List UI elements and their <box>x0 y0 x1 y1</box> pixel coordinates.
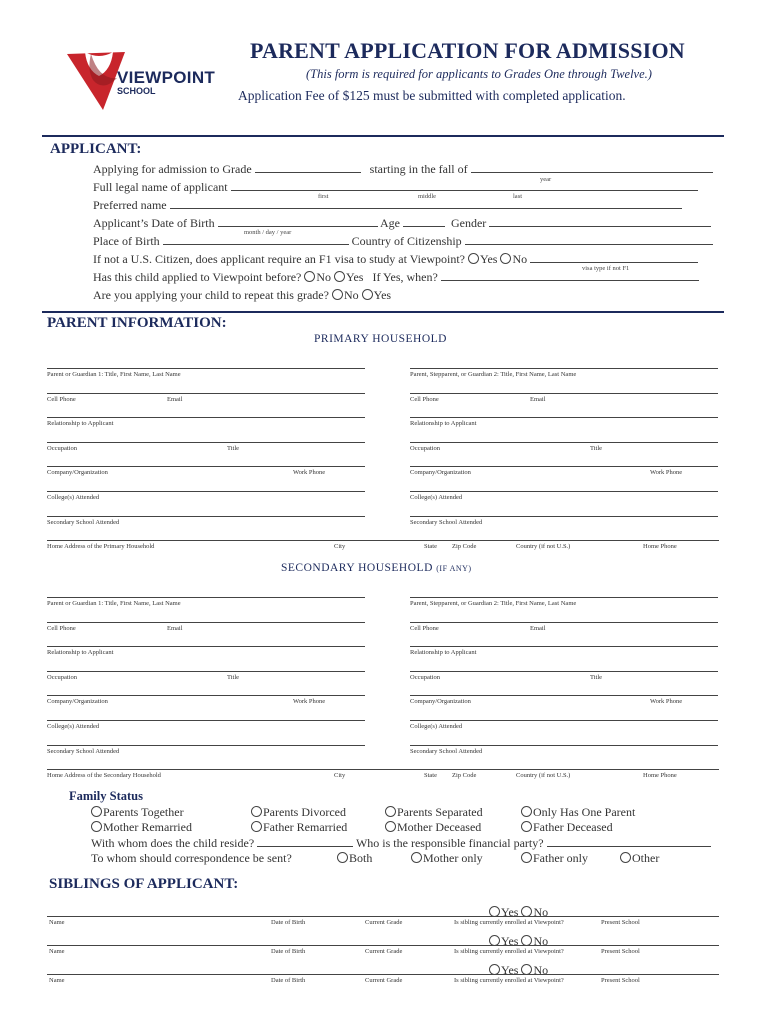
sibling-enrolled-label: Is sibling currently enrolled at Viewpoint? <box>454 948 564 955</box>
corr-radio[interactable] <box>337 852 348 863</box>
sibling-enrolled-label: Is sibling currently enrolled at Viewpoint? <box>454 977 564 984</box>
form-line[interactable] <box>410 466 718 467</box>
family-option <box>521 805 635 820</box>
sibling-name-label: Name <box>49 977 65 984</box>
relationship-label: Relationship to Applicant <box>47 420 114 428</box>
secondary-school-label: Secondary School Attended <box>410 518 483 526</box>
preferred-label: Preferred name <box>93 198 167 212</box>
family-radio[interactable] <box>385 806 396 817</box>
company-label: Company/Organization <box>47 469 108 477</box>
family-option-label: Only Has One Parent <box>533 805 636 819</box>
divider <box>42 311 724 313</box>
correspondence-label: To whom should correspondence be sent? <box>91 851 292 865</box>
gender-field[interactable] <box>489 216 711 227</box>
title-label: Title <box>227 444 240 452</box>
family-radio[interactable] <box>251 806 262 817</box>
form-line[interactable] <box>47 597 365 598</box>
family-radio[interactable] <box>385 821 396 832</box>
secondary-school-label: Secondary School Attended <box>410 747 483 755</box>
college-label: College(s) Attended <box>410 723 463 730</box>
college-label: College(s) Attended <box>410 494 463 501</box>
corr-option <box>337 851 372 866</box>
form-line[interactable] <box>47 646 365 647</box>
siblings-heading: SIBLINGS OF APPLICANT: <box>49 876 239 892</box>
sibling-name-label: Name <box>49 919 65 926</box>
age-field[interactable] <box>403 216 445 227</box>
repeat-yes-radio[interactable] <box>362 289 373 300</box>
corr-option-label: Mother only <box>423 851 483 865</box>
page-title: PARENT APPLICATION FOR ADMISSION <box>250 38 685 63</box>
sibling-no-label: No <box>533 934 549 948</box>
applicant-heading: APPLICANT: <box>50 141 142 157</box>
repeat-question: Are you applying your child to repeat this grade? <box>93 288 329 302</box>
work-phone-label: Work Phone <box>293 698 326 706</box>
college-label: College(s) Attended <box>47 723 100 730</box>
family-heading: Family Status <box>69 789 143 803</box>
country-label: Country (if not U.S.) <box>516 772 571 780</box>
gender-label: Gender <box>450 216 487 230</box>
sibling-school-label: Present School <box>601 977 640 984</box>
country-label: Country (if not U.S.) <box>516 543 571 551</box>
family-option-label: Parents Together <box>103 805 184 819</box>
legal-name-row <box>93 180 698 195</box>
preferred-row <box>93 198 682 213</box>
form-line[interactable] <box>47 368 365 369</box>
sibling-yes-label: Yes <box>501 934 519 948</box>
grade-field[interactable] <box>255 162 361 173</box>
college-label: College(s) Attended <box>47 494 100 501</box>
form-line[interactable] <box>410 516 718 517</box>
sibling-yes-label: Yes <box>501 963 519 977</box>
financial-label: Who is the responsible financial party? <box>355 836 544 850</box>
fee-notice: Application Fee of $125 must be submitted with completed application. <box>238 88 626 103</box>
zip-label: Zip Code <box>452 772 477 780</box>
divider <box>42 135 724 137</box>
sibling-no-label: No <box>533 963 549 977</box>
dob-row <box>93 216 711 231</box>
sibling-dob-label: Date of Birth <box>271 977 306 984</box>
form-line[interactable] <box>410 597 718 598</box>
sibling-school-label: Present School <box>601 919 640 926</box>
visa-type-field[interactable] <box>530 252 698 263</box>
family-option-label: Mother Remarried <box>103 820 192 834</box>
email-label: Email <box>167 395 183 403</box>
form-line[interactable] <box>47 516 365 517</box>
cell-label: Cell Phone <box>47 395 76 403</box>
sibling-enrolled-radios <box>489 905 548 920</box>
applied-before-row <box>93 270 699 285</box>
form-line[interactable] <box>410 393 718 394</box>
zip-label: Zip Code <box>452 543 477 551</box>
home-address-label: Home Address of the Primary Household <box>47 543 155 551</box>
sibling-grade-label: Current Grade <box>365 919 403 926</box>
home-phone-label: Home Phone <box>643 543 677 551</box>
company-label: Company/Organization <box>410 698 471 706</box>
form-line[interactable] <box>47 417 365 418</box>
repeat-no-radio[interactable] <box>332 289 343 300</box>
occupation-label: Occupation <box>47 673 77 681</box>
visa-yes-radio[interactable] <box>468 253 479 264</box>
cell-label: Cell Phone <box>410 395 439 403</box>
work-phone-label: Work Phone <box>293 469 326 477</box>
form-line[interactable] <box>47 695 365 696</box>
form-line[interactable] <box>47 945 719 946</box>
company-label: Company/Organization <box>410 469 471 477</box>
last-hint: last <box>513 193 523 200</box>
form-line[interactable] <box>47 769 719 770</box>
form-line[interactable] <box>47 442 365 443</box>
citizenship-label: Country of Citizenship <box>351 234 462 248</box>
corr-radio[interactable] <box>521 852 532 863</box>
relationship-label: Relationship to Applicant <box>410 649 477 657</box>
city-label: City <box>334 772 346 780</box>
legal-name-field[interactable] <box>231 180 698 191</box>
sibling-school-label: Present School <box>601 948 640 955</box>
form-line[interactable] <box>410 622 718 623</box>
company-label: Company/Organization <box>47 698 108 706</box>
form-line[interactable] <box>47 622 365 623</box>
repeat-row <box>93 288 391 303</box>
if-any-label: (IF ANY) <box>436 564 472 573</box>
form-line[interactable] <box>410 671 718 672</box>
work-phone-label: Work Phone <box>650 469 683 477</box>
reside-field[interactable] <box>257 836 353 847</box>
grade-row <box>93 162 713 177</box>
sibling-enrolled-radios <box>489 963 548 978</box>
form-line[interactable] <box>47 466 365 467</box>
pob-row <box>93 234 713 249</box>
pob-label: Place of Birth <box>93 234 160 248</box>
email-label: Email <box>167 624 183 632</box>
legal-name-label: Full legal name of applicant <box>93 180 228 194</box>
sibling-name-label: Name <box>49 948 65 955</box>
corr-option <box>411 851 483 866</box>
form-line[interactable] <box>47 745 365 746</box>
when-label: If Yes, when? <box>372 270 438 284</box>
parent-2-label: Parent, Stepparent, or Guardian 2: Title, First Name, Last Name <box>410 371 577 378</box>
fall-label: starting in the fall of <box>369 162 468 176</box>
dob-field[interactable] <box>218 216 378 227</box>
corr-option-label: Other <box>632 851 660 865</box>
dob-label: Applicant’s Date of Birth <box>93 216 215 230</box>
logo-name: VIEWPOINT <box>117 68 216 87</box>
email-label: Email <box>530 395 546 403</box>
relationship-label: Relationship to Applicant <box>47 649 114 657</box>
first-hint: first <box>318 193 329 200</box>
logo-sub: SCHOOL <box>117 86 156 96</box>
pob-field[interactable] <box>163 234 349 245</box>
form-line[interactable] <box>47 916 719 917</box>
secondary-school-label: Secondary School Attended <box>47 518 120 526</box>
corr-option <box>521 851 588 866</box>
financial-field[interactable] <box>547 836 711 847</box>
sibling-grade-label: Current Grade <box>365 977 403 984</box>
sibling-enrolled-label: Is sibling currently enrolled at Viewpoint? <box>454 919 564 926</box>
form-line[interactable] <box>47 671 365 672</box>
form-line[interactable] <box>410 745 718 746</box>
family-radio[interactable] <box>91 806 102 817</box>
cell-label: Cell Phone <box>47 624 76 632</box>
family-option-label: Father Remarried <box>263 820 348 834</box>
parent-1-label: Parent or Guardian 1: Title, First Name, Last Name <box>47 600 181 607</box>
sibling-yes-label: Yes <box>501 905 519 919</box>
city-label: City <box>334 543 346 551</box>
form-line[interactable] <box>410 442 718 443</box>
parent-heading: PARENT INFORMATION: <box>47 315 227 331</box>
applied-question: Has this child applied to Viewpoint before? <box>93 270 302 284</box>
family-option <box>251 805 346 820</box>
family-option-label: Parents Divorced <box>263 805 346 819</box>
visa-no-radio[interactable] <box>500 253 511 264</box>
corr-option <box>620 851 659 866</box>
applied-no-radio[interactable] <box>304 271 315 282</box>
family-option <box>521 820 613 835</box>
family-option <box>385 805 483 820</box>
reside-label: With whom does the child reside? <box>91 836 255 850</box>
family-radio[interactable] <box>251 821 262 832</box>
family-option <box>91 820 192 835</box>
relationship-label: Relationship to Applicant <box>410 420 477 428</box>
sibling-enrolled-radios <box>489 934 548 949</box>
family-option <box>251 820 347 835</box>
applied-no-label: No <box>316 270 332 284</box>
state-label: State <box>424 772 437 780</box>
form-line[interactable] <box>410 368 718 369</box>
form-line[interactable] <box>410 491 718 492</box>
family-option <box>91 805 184 820</box>
home-address-label: Home Address of the Secondary Household <box>47 772 161 780</box>
title-label: Title <box>227 673 240 681</box>
visa-type-hint: visa type if not F1 <box>582 265 630 272</box>
form-line[interactable] <box>47 974 719 975</box>
corr-option-label: Both <box>349 851 373 865</box>
visa-question: If not a U.S. Citizen, does applicant require an F1 visa to study at Viewpoint? <box>93 252 465 266</box>
family-option-label: Mother Deceased <box>397 820 482 834</box>
applied-yes-radio[interactable] <box>334 271 345 282</box>
cell-label: Cell Phone <box>410 624 439 632</box>
when-field[interactable] <box>441 270 699 281</box>
visa-yes-label: Yes <box>479 252 498 266</box>
age-label: Age <box>379 216 400 230</box>
year-hint: year <box>540 176 552 183</box>
corr-radio[interactable] <box>411 852 422 863</box>
occupation-label: Occupation <box>410 673 440 681</box>
title-label: Title <box>590 673 603 681</box>
logo-text <box>117 69 215 96</box>
preferred-field[interactable] <box>170 198 682 209</box>
occupation-label: Occupation <box>47 444 77 452</box>
page-subtitle: (This form is required for applicants to Grades One through Twelve.) <box>306 67 652 81</box>
home-phone-label: Home Phone <box>643 772 677 780</box>
form-line[interactable] <box>410 646 718 647</box>
form-line[interactable] <box>47 491 365 492</box>
form-line[interactable] <box>47 540 719 541</box>
applied-yes-label: Yes <box>346 270 364 284</box>
form-line[interactable] <box>410 695 718 696</box>
form-line[interactable] <box>410 417 718 418</box>
form-line[interactable] <box>47 393 365 394</box>
sibling-grade-label: Current Grade <box>365 948 403 955</box>
family-radio[interactable] <box>521 821 532 832</box>
dob-hint: month / day / year <box>244 229 292 236</box>
citizenship-field[interactable] <box>465 234 713 245</box>
grade-label: Applying for admission to Grade <box>93 162 252 176</box>
title-label: Title <box>590 444 603 452</box>
family-option-label: Father Deceased <box>533 820 613 834</box>
corr-radio[interactable] <box>620 852 631 863</box>
sibling-dob-label: Date of Birth <box>271 948 306 955</box>
secondary-school-label: Secondary School Attended <box>47 747 120 755</box>
sibling-no-label: No <box>533 905 549 919</box>
parent-2-label: Parent, Stepparent, or Guardian 2: Title, First Name, Last Name <box>410 600 577 607</box>
corr-option-label: Father only <box>533 851 588 865</box>
primary-heading: PRIMARY HOUSEHOLD <box>314 333 447 345</box>
family-option-label: Parents Separated <box>397 805 483 819</box>
family-radio[interactable] <box>91 821 102 832</box>
state-label: State <box>424 543 437 551</box>
fall-year-field[interactable] <box>471 162 713 173</box>
family-option <box>385 820 481 835</box>
secondary-label: SECONDARY HOUSEHOLD <box>281 562 433 574</box>
repeat-yes-label: Yes <box>373 288 392 302</box>
form-line[interactable] <box>47 720 365 721</box>
middle-hint: middle <box>418 193 437 200</box>
repeat-no-label: No <box>343 288 359 302</box>
parent-1-label: Parent or Guardian 1: Title, First Name, Last Name <box>47 371 181 378</box>
email-label: Email <box>530 624 546 632</box>
family-radio[interactable] <box>521 806 532 817</box>
secondary-heading <box>281 562 472 574</box>
visa-no-label: No <box>512 252 528 266</box>
form-line[interactable] <box>410 720 718 721</box>
reside-row <box>91 836 711 851</box>
occupation-label: Occupation <box>410 444 440 452</box>
work-phone-label: Work Phone <box>650 698 683 706</box>
sibling-dob-label: Date of Birth <box>271 919 306 926</box>
